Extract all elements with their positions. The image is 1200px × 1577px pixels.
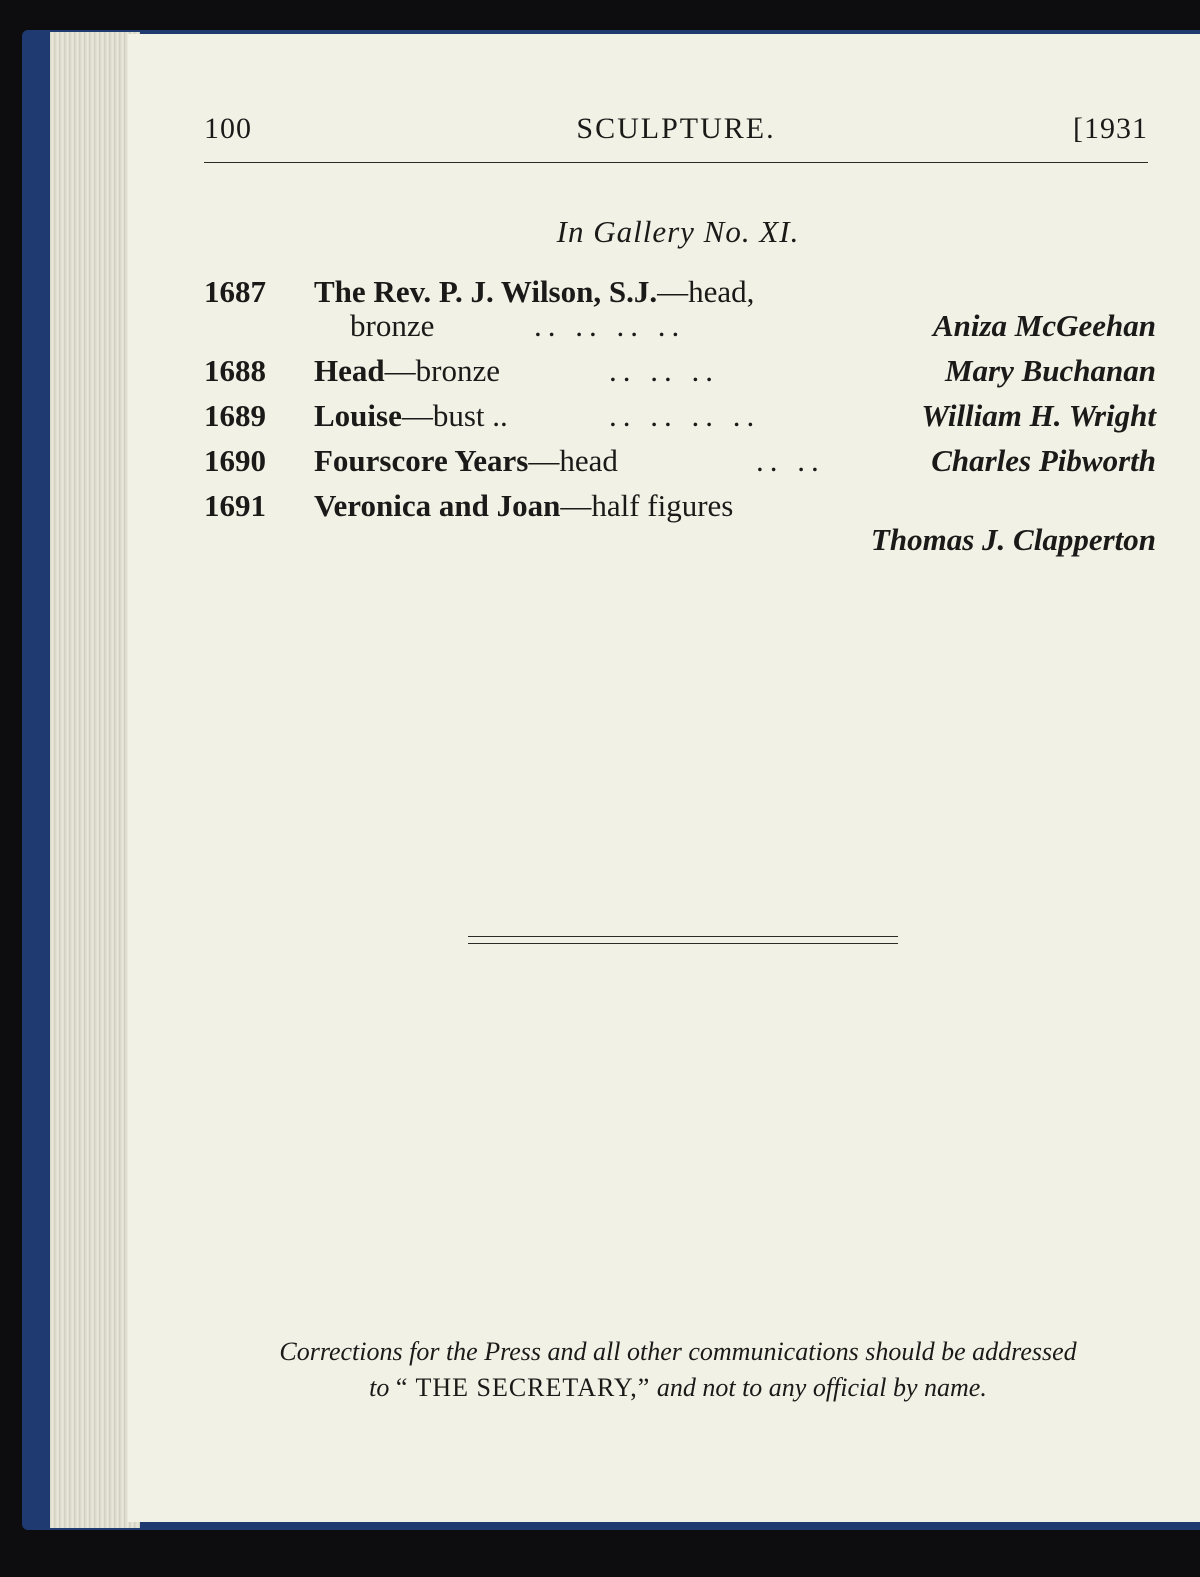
leader-dots: .. .. .. .. xyxy=(609,398,761,433)
entry-title xyxy=(314,398,508,434)
entry-title xyxy=(314,488,733,524)
page-title: SCULPTURE. xyxy=(576,112,776,145)
entry-title xyxy=(314,443,618,479)
entry-title-rest: —half figures xyxy=(560,488,734,523)
entry-title-rest: —bust .. xyxy=(401,398,508,433)
entry-number: 1690 xyxy=(204,443,266,478)
entry-continuation: bronze xyxy=(350,308,435,343)
entry-title-bold: Head xyxy=(314,353,385,388)
entry-artist: Mary Buchanan xyxy=(944,353,1156,388)
running-header xyxy=(204,112,1148,152)
leader-dots: .. .. .. .. xyxy=(534,308,686,343)
footer-line-1: Corrections for the Press and all other communications should be addressed xyxy=(279,1337,1077,1366)
footer-to: to xyxy=(369,1373,390,1402)
page-number: 100 xyxy=(204,112,252,145)
entry-title-bold: Fourscore Years xyxy=(314,443,529,478)
header-year: [1931 xyxy=(1073,112,1148,145)
entry-title-rest: —bronze xyxy=(384,353,500,388)
entry-artist: Charles Pibworth xyxy=(931,443,1156,478)
entry-artist: William H. Wright xyxy=(921,398,1156,433)
footer-notice xyxy=(178,1334,1178,1406)
page-edges xyxy=(50,32,140,1528)
entry-artist: Aniza McGeehan xyxy=(932,308,1156,343)
leader-dots: .. .. xyxy=(756,443,825,478)
footer-line-2-rest: and not to any official by name. xyxy=(656,1373,987,1402)
entry-title xyxy=(314,274,754,310)
entry-title-bold: Louise xyxy=(314,398,402,433)
entry-title xyxy=(314,353,500,389)
header-rule xyxy=(204,162,1148,163)
entry-title-bold: Veronica and Joan xyxy=(314,488,561,523)
entry-number: 1689 xyxy=(204,398,266,433)
entry-title-bold: The Rev. P. J. Wilson, S.J. xyxy=(314,274,658,309)
entry-number: 1688 xyxy=(204,353,266,388)
entry-title-rest: —head, xyxy=(657,274,755,309)
leader-dots: .. .. .. xyxy=(609,353,719,388)
footer-line-2 xyxy=(178,1370,1178,1406)
section-divider xyxy=(468,936,898,944)
entry-title-rest: —head xyxy=(528,443,618,478)
footer-secretary: “ THE SECRETARY,” xyxy=(395,1373,651,1402)
entry-number: 1687 xyxy=(204,274,266,309)
book-page xyxy=(128,34,1200,1522)
entry-artist: Thomas J. Clapperton xyxy=(870,522,1156,557)
gallery-heading: In Gallery No. XI. xyxy=(556,214,800,249)
entry-number: 1691 xyxy=(204,488,266,523)
